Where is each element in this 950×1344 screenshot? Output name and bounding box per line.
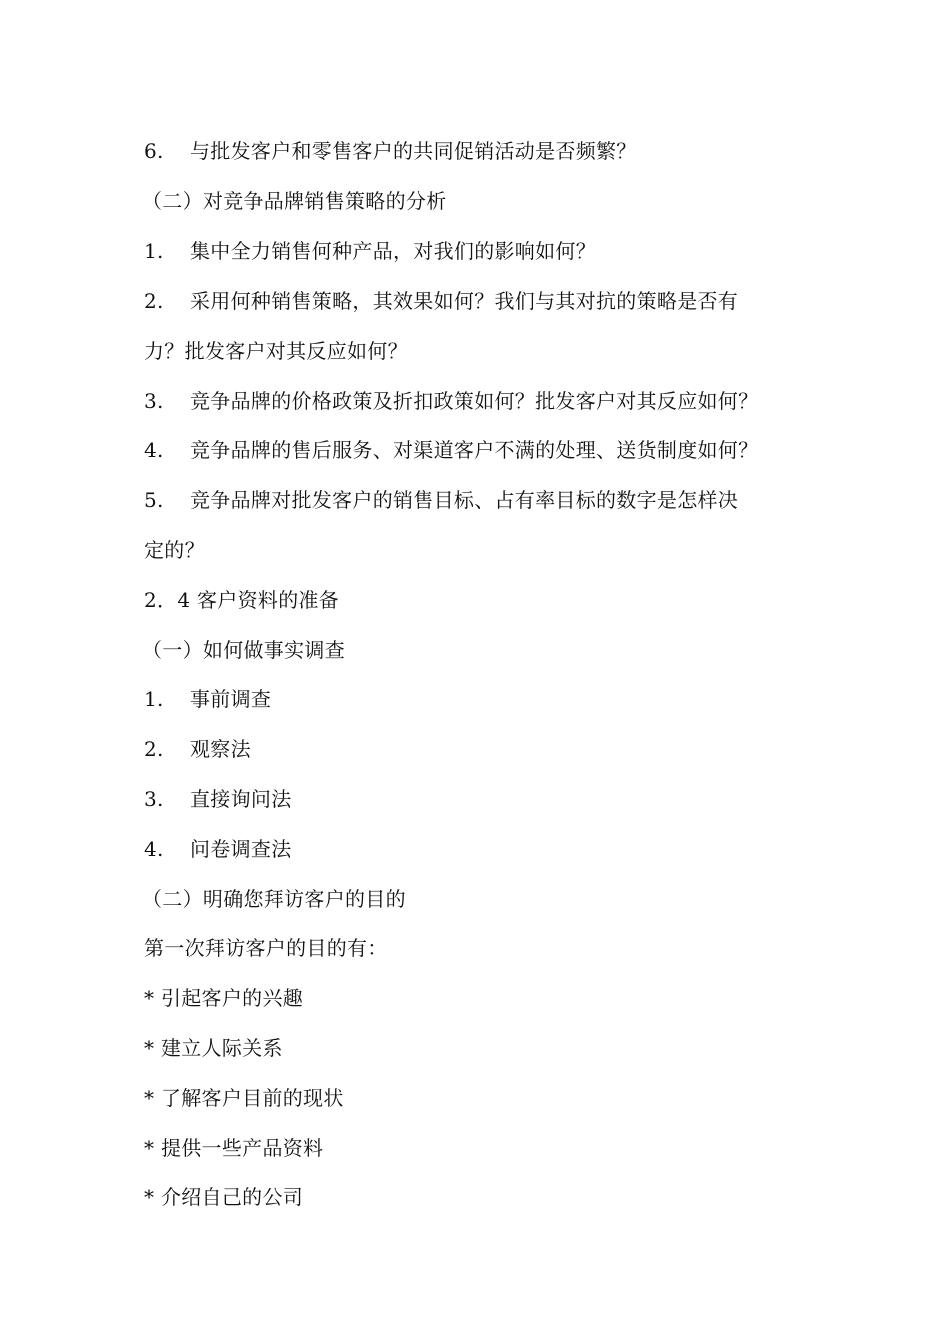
item-text: 竞争品牌的售后服务、对渠道客户不满的处理、送货制度如何？ [190,438,759,462]
item-text: 竞争品牌的价格政策及折扣政策如何？批发客户对其反应如何？ [190,389,759,413]
bullet-item: * 提供一些产品资料 [144,1136,324,1160]
list-item [144,139,814,163]
item-number: 4. [144,837,164,861]
item-number: 5. [144,488,164,512]
item-text: 采用何种销售策略，其效果如何？我们与其对抗的策略是否有 [190,289,739,313]
item-text: 事前调查 [190,687,272,711]
list-item [144,289,814,313]
section-heading: 2．4 客户资料的准备 [144,588,340,612]
list-item-continuation: 定的？ [144,538,205,562]
item-number: 3. [144,787,164,811]
list-item [144,488,814,512]
bullet-item: * 介绍自己的公司 [144,1185,304,1209]
item-number: 1. [144,687,164,711]
section-heading: （二）对竞争品牌销售策略的分析 [142,189,447,213]
list-item [144,389,814,413]
item-number: 6. [144,139,164,163]
item-number: 4. [144,438,164,462]
bullet-item: * 了解客户目前的现状 [144,1086,344,1110]
bullet-item: * 建立人际关系 [144,1036,283,1060]
list-item [144,737,814,761]
list-item [144,787,814,811]
item-text: 集中全力销售何种产品，对我们的影响如何？ [190,239,596,263]
bullet-item: * 引起客户的兴趣 [144,986,304,1010]
item-number: 1. [144,239,164,263]
list-item [144,239,814,263]
list-item [144,687,814,711]
item-number: 2. [144,289,164,313]
section-heading: （二）明确您拜访客户的目的 [142,887,406,911]
section-heading: （一）如何做事实调查 [142,638,345,662]
list-item [144,438,814,462]
item-number: 2. [144,737,164,761]
item-text: 观察法 [190,737,251,761]
list-item-continuation: 力？批发客户对其反应如何？ [144,339,408,363]
item-number: 3. [144,389,164,413]
item-text: 与批发客户和零售客户的共同促销活动是否频繁？ [190,139,637,163]
item-text: 直接询问法 [190,787,292,811]
item-text: 问卷调查法 [190,837,292,861]
list-item [144,837,814,861]
paragraph: 第一次拜访客户的目的有： [144,936,388,960]
item-text: 竞争品牌对批发客户的销售目标、占有率目标的数字是怎样决 [190,488,739,512]
